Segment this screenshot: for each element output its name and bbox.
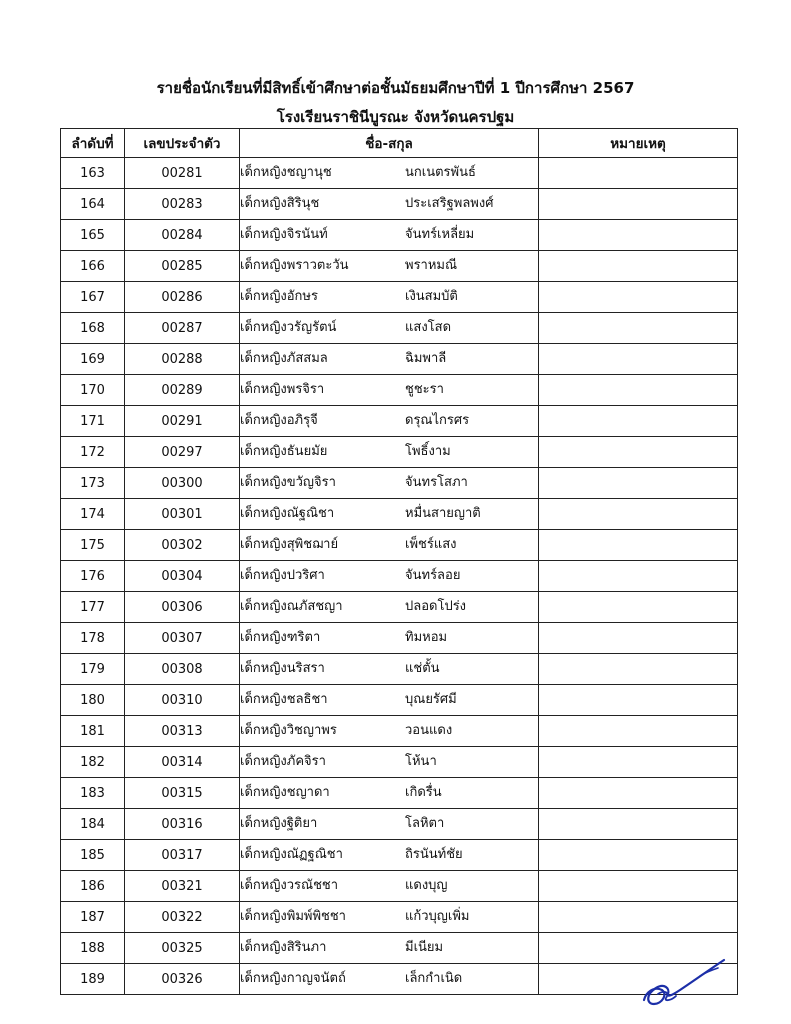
column-header-id: เลขประจำตัว <box>125 129 240 158</box>
student-first-name: เด็กหญิงปวริศา <box>240 568 325 583</box>
student-name-cell <box>240 871 539 902</box>
student-last-name: จันทร์ลอย <box>405 568 461 583</box>
student-name-cell <box>240 716 539 747</box>
student-list-table <box>60 128 738 995</box>
student-id: 00325 <box>125 933 240 964</box>
student-first-name: เด็กหญิงนริสรา <box>240 661 325 676</box>
student-id: 00302 <box>125 530 240 561</box>
student-id: 00308 <box>125 654 240 685</box>
table-row <box>61 809 738 840</box>
student-first-name: เด็กหญิงวิชญาพร <box>240 723 337 738</box>
student-last-name: ชูชะรา <box>405 382 444 397</box>
student-first-name: เด็กหญิงภัคจิรา <box>240 754 326 769</box>
remark-cell <box>539 220 738 251</box>
student-id: 00281 <box>125 158 240 189</box>
student-first-name: เด็กหญิงฑริตา <box>240 630 321 645</box>
column-header-name: ชื่อ-สกุล <box>240 129 539 158</box>
table-header-row <box>61 129 738 158</box>
row-number: 176 <box>61 561 125 592</box>
table-body <box>61 158 738 995</box>
row-number: 164 <box>61 189 125 220</box>
student-name-cell <box>240 158 539 189</box>
student-name-cell <box>240 468 539 499</box>
table-row <box>61 499 738 530</box>
remark-cell <box>539 809 738 840</box>
student-id: 00316 <box>125 809 240 840</box>
student-name-cell <box>240 747 539 778</box>
row-number: 182 <box>61 747 125 778</box>
student-name-cell <box>240 809 539 840</box>
table-row <box>61 220 738 251</box>
signature-scribble <box>640 948 730 1010</box>
student-name-cell <box>240 840 539 871</box>
student-id: 00313 <box>125 716 240 747</box>
row-number: 177 <box>61 592 125 623</box>
table-row <box>61 437 738 468</box>
student-last-name: วอนแดง <box>405 723 453 738</box>
student-id: 00301 <box>125 499 240 530</box>
student-name-cell <box>240 437 539 468</box>
student-id: 00322 <box>125 902 240 933</box>
row-number: 180 <box>61 685 125 716</box>
school-name: โรงเรียนราชินีบูรณะ จังหวัดนครปฐม <box>276 108 515 126</box>
student-id: 00300 <box>125 468 240 499</box>
table-row <box>61 251 738 282</box>
table-row <box>61 964 738 995</box>
student-last-name: แดงบุญ <box>405 878 448 893</box>
remark-cell <box>539 654 738 685</box>
student-first-name: เด็กหญิงณัฐณิชา <box>240 506 335 521</box>
student-name-cell <box>240 344 539 375</box>
remark-cell <box>539 840 738 871</box>
column-header-remark: หมายเหตุ <box>539 129 738 158</box>
row-number: 183 <box>61 778 125 809</box>
student-id: 00317 <box>125 840 240 871</box>
table-row <box>61 933 738 964</box>
student-id: 00306 <box>125 592 240 623</box>
student-id: 00307 <box>125 623 240 654</box>
student-name-cell <box>240 375 539 406</box>
remark-cell <box>539 592 738 623</box>
student-name-cell <box>240 778 539 809</box>
table-row <box>61 778 738 809</box>
table-row <box>61 158 738 189</box>
column-header-number: ลำดับที่ <box>61 129 125 158</box>
row-number: 189 <box>61 964 125 995</box>
row-number: 169 <box>61 344 125 375</box>
student-last-name: นกเนตรพันธ์ <box>405 165 476 180</box>
table-row <box>61 716 738 747</box>
table-row <box>61 313 738 344</box>
table-row <box>61 747 738 778</box>
student-last-name: เกิดรื่น <box>405 785 442 800</box>
student-first-name: เด็กหญิงสิรินภา <box>240 940 327 955</box>
row-number: 174 <box>61 499 125 530</box>
student-last-name: แช่ตั้น <box>405 661 440 676</box>
document-title: รายชื่อนักเรียนที่มีสิทธิ์เข้าศึกษาต่อชั้นมัธยมศึกษาปีที่ 1 ปีการศึกษา 2567 <box>156 79 635 97</box>
student-last-name: ฉิมพาลี <box>405 351 447 366</box>
remark-cell <box>539 282 738 313</box>
student-id: 00286 <box>125 282 240 313</box>
student-name-cell <box>240 499 539 530</box>
student-first-name: เด็กหญิงชญาดา <box>240 785 330 800</box>
student-id: 00287 <box>125 313 240 344</box>
student-name-cell <box>240 592 539 623</box>
student-last-name: หมื่นสายญาติ <box>405 506 481 521</box>
row-number: 185 <box>61 840 125 871</box>
student-last-name: เพ็ชร์แสง <box>405 537 457 552</box>
student-name-cell <box>240 654 539 685</box>
student-name-cell <box>240 933 539 964</box>
table-row <box>61 840 738 871</box>
row-number: 170 <box>61 375 125 406</box>
row-number: 175 <box>61 530 125 561</box>
remark-cell <box>539 499 738 530</box>
student-first-name: เด็กหญิงอภิรุจี <box>240 413 318 428</box>
table-row <box>61 189 738 220</box>
table-row <box>61 685 738 716</box>
row-number: 172 <box>61 437 125 468</box>
row-number: 167 <box>61 282 125 313</box>
table-row <box>61 530 738 561</box>
table-row <box>61 375 738 406</box>
student-name-cell <box>240 623 539 654</box>
student-first-name: เด็กหญิงสุพิชฌาย์ <box>240 537 339 552</box>
table-row <box>61 902 738 933</box>
student-name-cell <box>240 964 539 995</box>
student-first-name: เด็กหญิงภัสสมล <box>240 351 328 366</box>
row-number: 179 <box>61 654 125 685</box>
remark-cell <box>539 623 738 654</box>
student-name-cell <box>240 189 539 220</box>
remark-cell <box>539 778 738 809</box>
remark-cell <box>539 530 738 561</box>
student-name-cell <box>240 902 539 933</box>
student-last-name: เงินสมบัติ <box>405 289 458 304</box>
student-name-cell <box>240 561 539 592</box>
remark-cell <box>539 561 738 592</box>
remark-cell <box>539 313 738 344</box>
remark-cell <box>539 158 738 189</box>
table-row <box>61 592 738 623</box>
student-last-name: โลหิตา <box>405 816 445 831</box>
student-id: 00285 <box>125 251 240 282</box>
table-row <box>61 623 738 654</box>
remark-cell <box>539 902 738 933</box>
table-row <box>61 282 738 313</box>
student-first-name: เด็กหญิงวรัญรัตน์ <box>240 320 337 335</box>
student-last-name: บุณยรัศมี <box>405 692 457 707</box>
student-first-name: เด็กหญิงกาญจนัตถ์ <box>240 971 346 986</box>
student-first-name: เด็กหญิงพิมพ์พิชชา <box>240 909 346 924</box>
student-first-name: เด็กหญิงอักษร <box>240 289 318 304</box>
row-number: 171 <box>61 406 125 437</box>
table-row <box>61 871 738 902</box>
student-last-name: ดรุณไกรศร <box>405 413 470 428</box>
student-name-cell <box>240 220 539 251</box>
student-id: 00314 <box>125 747 240 778</box>
student-id: 00283 <box>125 189 240 220</box>
student-last-name: ถิรนันท์ชัย <box>405 847 463 862</box>
remark-cell <box>539 189 738 220</box>
student-first-name: เด็กหญิงชลธิชา <box>240 692 328 707</box>
student-name-cell <box>240 251 539 282</box>
student-first-name: เด็กหญิงพราวตะวัน <box>240 258 349 273</box>
row-number: 187 <box>61 902 125 933</box>
student-last-name: ประเสริฐพลพงศ์ <box>405 196 494 211</box>
remark-cell <box>539 375 738 406</box>
student-first-name: เด็กหญิงขวัญจิรา <box>240 475 336 490</box>
student-last-name: จันทร์เหลี่ยม <box>405 227 475 242</box>
student-name-cell <box>240 313 539 344</box>
student-first-name: เด็กหญิงฐิติยา <box>240 816 318 831</box>
student-last-name: แสงโสด <box>405 320 452 335</box>
student-first-name: เด็กหญิงณัฏฐณิชา <box>240 847 343 862</box>
remark-cell <box>539 406 738 437</box>
student-id: 00289 <box>125 375 240 406</box>
student-last-name: โห้นา <box>405 754 437 769</box>
student-first-name: เด็กหญิงธันยมัย <box>240 444 328 459</box>
student-last-name: จันทรโสภา <box>405 475 468 490</box>
student-first-name: เด็กหญิงสิรินุช <box>240 196 320 211</box>
row-number: 181 <box>61 716 125 747</box>
row-number: 166 <box>61 251 125 282</box>
student-first-name: เด็กหญิงณภัสชญา <box>240 599 343 614</box>
student-id: 00291 <box>125 406 240 437</box>
student-id: 00288 <box>125 344 240 375</box>
student-name-cell <box>240 282 539 313</box>
student-last-name: โพธิ์งาม <box>405 444 451 459</box>
row-number: 184 <box>61 809 125 840</box>
row-number: 188 <box>61 933 125 964</box>
student-first-name: เด็กหญิงวรณัชชา <box>240 878 339 893</box>
row-number: 186 <box>61 871 125 902</box>
student-name-cell <box>240 685 539 716</box>
student-first-name: เด็กหญิงจิรนันท์ <box>240 227 328 242</box>
student-id: 00297 <box>125 437 240 468</box>
student-id: 00284 <box>125 220 240 251</box>
remark-cell <box>539 251 738 282</box>
row-number: 178 <box>61 623 125 654</box>
remark-cell <box>539 685 738 716</box>
table-row <box>61 561 738 592</box>
remark-cell <box>539 437 738 468</box>
table-row <box>61 406 738 437</box>
row-number: 165 <box>61 220 125 251</box>
remark-cell <box>539 716 738 747</box>
remark-cell <box>539 468 738 499</box>
student-last-name: มีเนียม <box>405 940 444 955</box>
student-last-name: แก้วบุญเพิ่ม <box>405 909 470 924</box>
student-id: 00326 <box>125 964 240 995</box>
student-last-name: เล็กกำเนิด <box>405 971 463 986</box>
student-name-cell <box>240 406 539 437</box>
table-row <box>61 654 738 685</box>
remark-cell <box>539 344 738 375</box>
student-first-name: เด็กหญิงพรจิรา <box>240 382 325 397</box>
student-id: 00310 <box>125 685 240 716</box>
student-id: 00304 <box>125 561 240 592</box>
row-number: 163 <box>61 158 125 189</box>
student-last-name: พราหมณี <box>405 258 458 273</box>
remark-cell <box>539 871 738 902</box>
student-last-name: ปลอดโปร่ง <box>405 599 467 614</box>
student-id: 00315 <box>125 778 240 809</box>
student-id: 00321 <box>125 871 240 902</box>
table-row <box>61 468 738 499</box>
row-number: 168 <box>61 313 125 344</box>
student-first-name: เด็กหญิงชญานุช <box>240 165 332 180</box>
row-number: 173 <box>61 468 125 499</box>
student-name-cell <box>240 530 539 561</box>
remark-cell <box>539 747 738 778</box>
student-last-name: ทิมหอม <box>405 630 448 645</box>
table-row <box>61 344 738 375</box>
